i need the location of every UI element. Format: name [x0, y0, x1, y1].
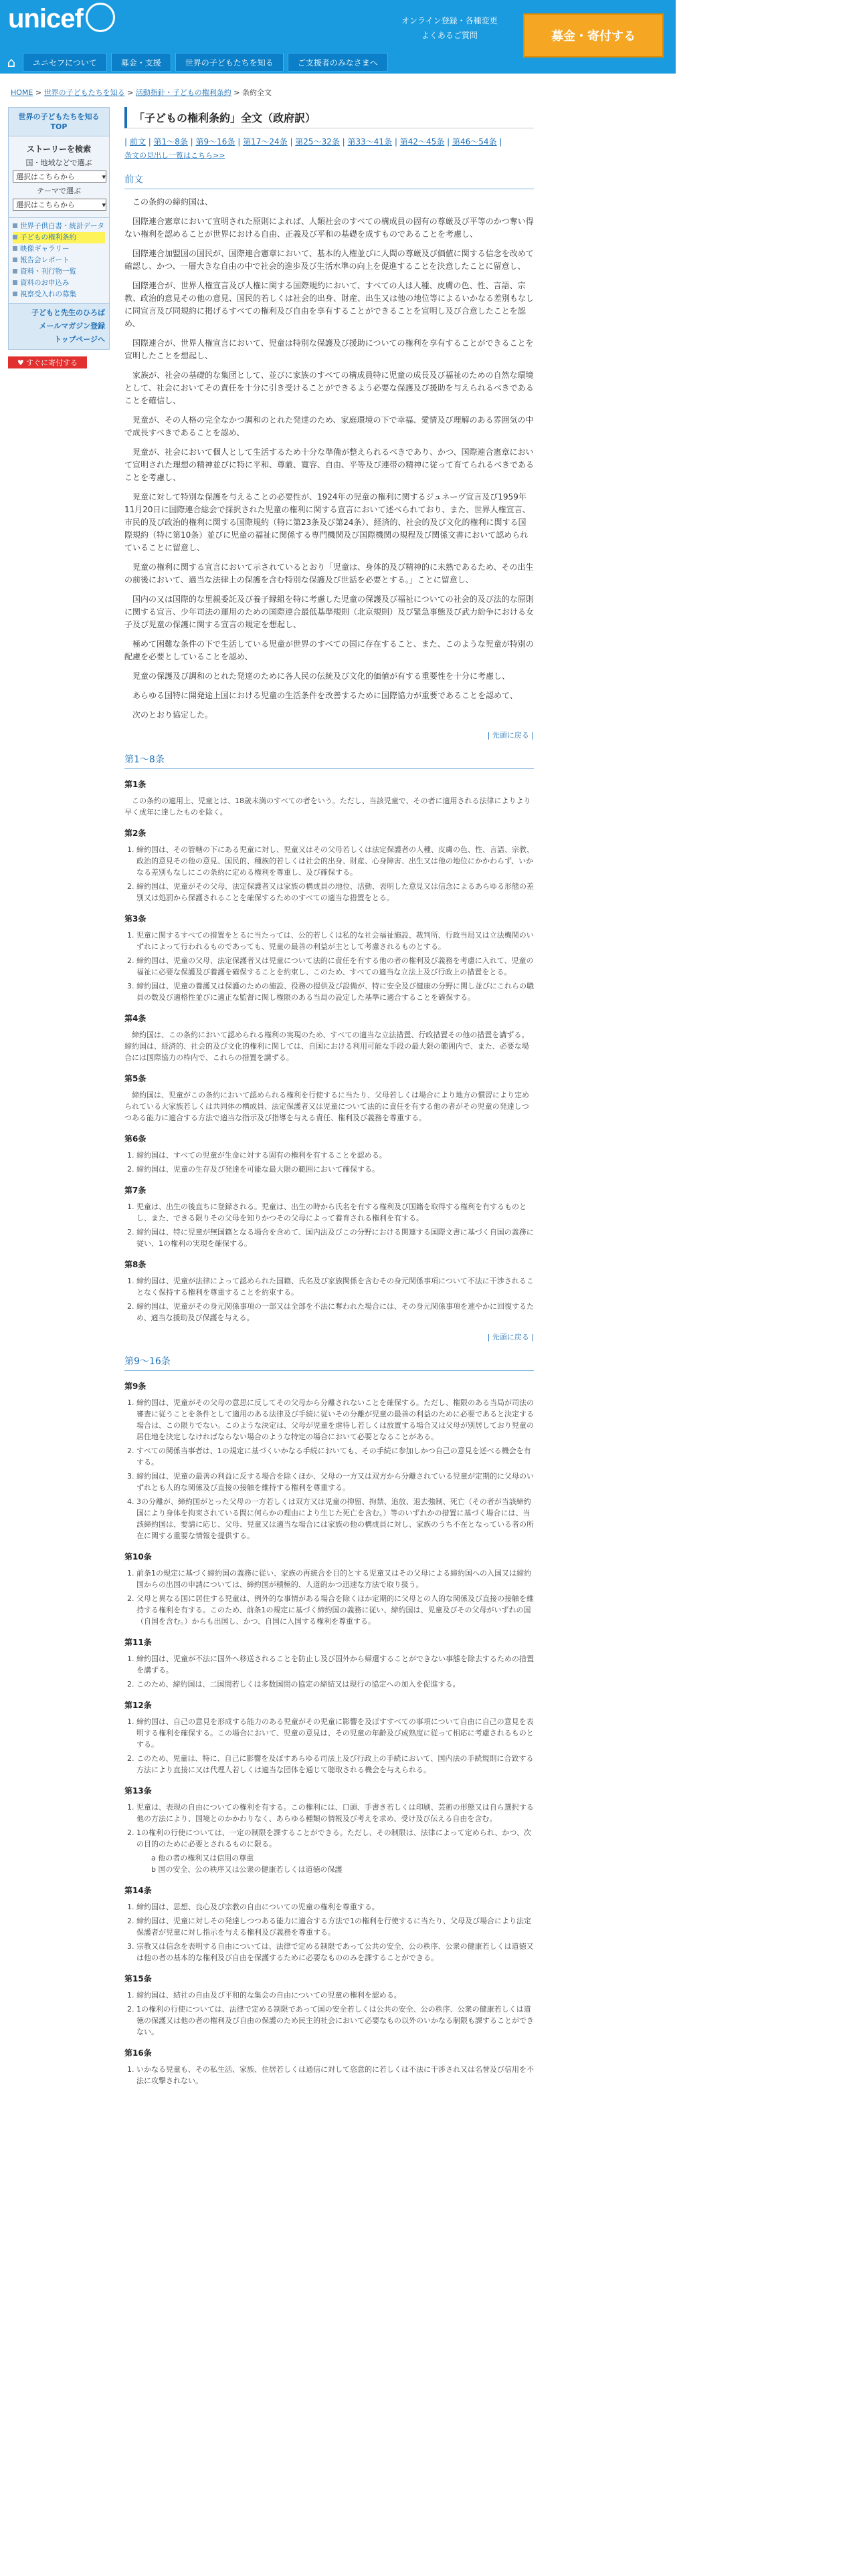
quick-donate-button[interactable]: ♥ すぐに寄付する — [8, 356, 87, 368]
sidebar-item-reports[interactable]: 報告会レポート — [13, 255, 105, 266]
article-clause: 2. 締約国は、児童がその身元関係事項の一部又は全部を不法に奪われた場合には、その身元関係事項を速やかに回復するため、適当な援助及び保護を与える。 — [136, 1301, 534, 1323]
section-heading-1-8: 第1〜8条 — [124, 752, 534, 769]
main-nav — [0, 51, 392, 74]
article-heading: 第5条 — [124, 1074, 147, 1083]
article-clause: 2. 1の権利の行使については、一定の制限を課することができる。ただし、その制限は、法律によって定められ、かつ、次の目的のために必要とされるものに限る。 — [136, 1827, 534, 1850]
article-clauses — [124, 1653, 534, 1690]
square-icon — [13, 292, 17, 296]
article-text: 締約国は、児童がこの条約において認められる権利を行使するに当たり、父母若しくは場合により地方の慣習により定められている大家族若しくは共同体の構成員、法定保護者又は児童について法的に責任を有する他の者がその児童の発達しつつある能力に適合する方法で適当な指示及び指導を与える責任、権利及び義務を尊重する。 — [124, 1091, 529, 1122]
article-text: 締約国は、この条約において認められる権利の実現のため、すべての適当な立法措置、行政措置その他の措置を講ずる。締約国は、経済的、社会的及び文化的権利に関しては、自国における利用可能な手段の最大限の範囲内で、また、必要な場合には国際協力の枠内で、これらの措置を講ずる。 — [124, 1031, 529, 1062]
article-clause: 1. 締約国は、児童が法律によって認められた国籍、氏名及び家族関係を含むその身元関係事項について不法に干渉されることなく保持する権利を尊重することを約束する。 — [136, 1275, 534, 1298]
article-heading: 第11条 — [124, 1638, 152, 1647]
region-label: 国・地域などで選ぶ — [25, 158, 92, 167]
sidebar-item-teachers[interactable]: 子どもと先生のひろば — [31, 308, 105, 317]
article-clause: 3. 宗教又は信念を表明する自由については、法律で定める制限であって公共の安全、公の秩序、公衆の健康若しくは道徳又は他の者の基本的な権利及び自由を保護するために必要なもののみを課することができる。 — [136, 1941, 534, 1963]
chevron-down-icon: ▾ — [102, 172, 106, 181]
section-jump-links: | 前文 | 第1〜8条 | 第9〜16条 | 第17〜24条 | 第25〜32条 | 第33〜41条 | 第42〜45条 | 第46〜54条 | — [124, 137, 502, 146]
top-link-faq[interactable]: よくあるご質問 — [421, 31, 478, 40]
jump-link[interactable]: 第1〜8条 — [153, 137, 188, 146]
preamble-paragraph: 国際連合が、世界人権宣言において、児童は特別な保護及び援助についての権利を享有することができることを宣明したことを想起し、 — [124, 338, 534, 360]
article-clauses — [124, 1150, 534, 1175]
back-to-top-link[interactable]: | 先頭に戻る | — [487, 1333, 534, 1341]
article-clause: 2. 締約国は、児童に対しその発達しつつある能力に適合する方法で1の権利を行使するに当たり、父母及び場合により法定保護者が児童に対し指示を与える権利及び義務を尊重する。 — [136, 1915, 534, 1938]
article-clauses — [124, 844, 534, 903]
article-clauses — [124, 1901, 534, 1963]
site-header — [0, 0, 676, 74]
breadcrumb: HOME > 世界の子どもたちを知る > 活動指針・子どもの権利条約 > 条約全文 — [11, 88, 272, 97]
article-clause: 1. 締約国は、結社の自由及び平和的な集会の自由についての児童の権利を認める。 — [136, 1990, 534, 2001]
article-clauses — [124, 1990, 534, 2038]
sidebar-extra — [8, 304, 110, 350]
article-clauses — [124, 1568, 534, 1627]
article-clause: 3. 締約国は、児童の最善の利益に反する場合を除くほか、父母の一方又は双方から分離されている児童が定期的に父母のいずれとも人的な関係及び直接の接触を維持する権利を尊重する。 — [136, 1471, 534, 1493]
article-clauses — [124, 1802, 534, 1850]
article-clause: 4. 3の分離が、締約国がとった父母の一方若しくは双方又は児童の抑留、拘禁、追放、退去強制、死亡（その者が当該締約国により身体を拘束されている間に何らかの理由により生じた死亡を含む。）等のいずれかの措置に基づく場合には、当該締約国は、要請に応じ、父母、児童又は適当な場合には家族の他の構成員に対し、家族のうち不在となっている者の所在に関する重要な情報を提供する。 — [136, 1496, 534, 1541]
article-subclause: a 他の者の権利又は信用の尊重 — [151, 1854, 254, 1862]
preamble-paragraph: この条約の締約国は、 — [132, 197, 213, 207]
article-index-link[interactable]: 条文の見出し一覧はこちら>> — [124, 151, 225, 160]
article-clause: 1. 児童は、表現の自由についての権利を有する。この権利には、口頭、手書き若しくは印刷、芸術の形態又は自ら選択する他の方法により、国境とのかかわりなく、あらゆる種類の情報及び考えを求め、受け及び伝える自由を含む。 — [136, 1802, 534, 1824]
article-heading: 第3条 — [124, 914, 147, 924]
article-heading: 第12条 — [124, 1701, 152, 1710]
preamble-paragraph: 次のとおり協定した。 — [132, 710, 213, 720]
sidebar-item-crc[interactable]: 子どもの権利条約 — [13, 232, 105, 243]
sidebar-item-top[interactable]: トップページへ — [54, 335, 105, 344]
sidebar-item-newsletter[interactable]: メールマガジン登録 — [39, 322, 105, 330]
article-clause: 2. 父母と異なる国に居住する児童は、例外的な事情がある場合を除くほか定期的に父母との人的な関係及び直接の接触を維持する権利を有する。このため、前条1の規定に基づく締約国の義務に従い、締約国は、児童及びその父母がいずれの国（自国を含む。）からも出国し、かつ、自国に入国する権利を尊重する。 — [136, 1593, 534, 1627]
preamble-paragraph: 家族が、社会の基礎的な集団として、並びに家族のすべての構成員特に児童の成長及び福祉のための自然な環境として、社会においてその責任を十分に引き受けることができるよう必要な保護及び援助を与えられるべきであることを確信し、 — [124, 370, 534, 405]
preamble-paragraph: 国際連合憲章において宣明された原則によれば、人類社会のすべての構成員の固有の尊厳及び平等のかつ奪い得ない権利を認めることが世界における自由、正義及び平和の基礎を成すものであることを考慮し、 — [124, 217, 534, 239]
breadcrumb-current: 条約全文 — [242, 88, 272, 97]
story-search-box — [8, 136, 110, 218]
nav-item-about[interactable]: ユニセフについて — [23, 53, 107, 72]
article-clause: 2. 1の権利の行使については、法律で定める制限であって国の安全若しくは公共の安全、公の秩序、公衆の健康若しくは道徳の保護又は他の者の権利及び自由の保護のため民主的社会において必要なもの以外のいかなる制限も課することができない。 — [136, 2004, 534, 2038]
sidebar-item-request[interactable]: 資料のお申込み — [13, 278, 105, 289]
square-icon — [13, 280, 17, 285]
article-heading: 第1条 — [124, 780, 147, 789]
preamble-heading: 前文 — [124, 173, 534, 189]
preamble-paragraph: 児童に対して特別な保護を与えることの必要性が、1924年の児童の権利に関するジュネーヴ宣言及び1959年11月20日に国際連合総会で採択された児童の権利に関する宣言において述べられており、また、世界人権宣言、市民的及び政治的権利に関する国際規約（特に第23条及び第24条）、経済的、社会的及び文化的権利に関する国際規約（特に第10条）並びに児童の福祉に関係する専門機関及び国際機関の規程及び関係文書において認められていることに留意し、 — [124, 492, 531, 552]
sidebar-item-statistics[interactable]: 世界子供白書・統計データ — [13, 221, 105, 232]
article-clause: 2. このため、児童は、特に、自己に影響を及ぼすあらゆる司法上及び行政上の手続において、国内法の手続規則に合致する方法により直接に又は代理人若しくは適当な団体を通じて聴取される機会を与えられる。 — [136, 1753, 534, 1776]
article-heading: 第15条 — [124, 1974, 152, 1983]
article-clause: 1. いかなる児童も、その私生活、家族、住居若しくは通信に対して恣意的に若しくは不法に干渉され又は名誉及び信用を不法に攻撃されない。 — [136, 2064, 534, 2086]
article-heading: 第16条 — [124, 2048, 152, 2058]
article-clause: 2. 締約国は、特に児童が無国籍となる場合を含めて、国内法及びこの分野における関連する国際文書に基づく自国の義務に従い、1の権利の実現を確保する。 — [136, 1226, 534, 1249]
article-heading: 第14条 — [124, 1886, 152, 1895]
chevron-down-icon: ▾ — [102, 200, 106, 209]
article-clause: 2. 締約国は、児童の父母、法定保護者又は児童について法的に責任を有する他の者の権利及び義務を考慮に入れて、児童の福祉に必要な保護及び養護を確保することを約束し、このため、すべての適当な立法上及び行政上の措置をとる。 — [136, 955, 534, 978]
preamble-paragraph: 極めて困難な条件の下で生活している児童が世界のすべての国に存在すること、また、このような児童が特別の配慮を必要としていることを認め、 — [124, 639, 534, 661]
section-heading-9-16: 第9〜16条 — [124, 1354, 534, 1371]
article-clauses — [124, 1201, 534, 1249]
article-clause: 2. すべての関係当事者は、1の規定に基づくいかなる手続においても、その手続に参加しかつ自己の意見を述べる機会を有する。 — [136, 1445, 534, 1468]
article-clause: 2. このため、締約国は、二国間若しくは多数国間の協定の締結又は現行の協定への加入を促進する。 — [136, 1679, 534, 1690]
sidebar-links — [8, 218, 110, 304]
preamble-paragraph: あらゆる国特に開発途上国における児童の生活条件を改善するために国際協力が重要であることを認めて、 — [132, 691, 518, 700]
article-clause: 2. 締約国は、児童がその父母、法定保護者又は家族の構成員の地位、活動、表明した意見又は信念によるあらゆる形態の差別又は処罰から保護されることを確保するためのすべての適当な措置をとる。 — [136, 881, 534, 903]
unicef-logo[interactable]: unicef — [8, 4, 115, 35]
donate-button[interactable]: 募金・寄付する — [523, 13, 664, 58]
top-link-register[interactable]: オンライン登録・各種変更 — [401, 16, 498, 25]
jump-link[interactable]: 第17〜24条 — [243, 137, 288, 146]
page-title: 「子どもの権利条約」全文（政府訳） — [124, 107, 534, 128]
article-heading: 第2条 — [124, 829, 147, 838]
nav-item-support[interactable]: 募金・支援 — [111, 53, 171, 72]
article-heading: 第13条 — [124, 1786, 152, 1796]
sidebar-item-visit[interactable]: 視察受入れの募集 — [13, 289, 105, 300]
articles-1-8 — [124, 778, 534, 1323]
square-icon — [13, 235, 17, 239]
preamble-paragraph: 国際連合加盟国の国民が、国際連合憲章において、基本的人権並びに人間の尊厳及び価値に関する信念を改めて確認し、かつ、一層大きな自由の中で社会的進歩及び生活水準の向上を促進することを決意したことに留意し、 — [124, 249, 534, 271]
article-clause: 1. 締約国は、自己の意見を形成する能力のある児童がその児童に影響を及ぼすすべての事項について自由に自己の意見を表明する権利を確保する。この場合において、児童の意見は、その児童の年齢及び成熟度に従って相応に考慮されるものとする。 — [136, 1716, 534, 1750]
nav-item-children[interactable]: 世界の子どもたちを知る — [175, 53, 284, 72]
preamble-paragraph: 児童が、社会において個人として生活するため十分な準備が整えられるべきであり、かつ、国際連合憲章において宣明された理想の精神並びに特に平和、尊厳、寛容、自由、平等及び連帯の精神に従って育てられるべきであることを考慮し、 — [124, 447, 535, 482]
main-content — [124, 107, 534, 2089]
preamble-paragraph: 国際連合が、世界人権宣言及び人権に関する国際規約において、すべての人は人種、皮膚の色、性、言語、宗教、政治的意見その他の意見、国民的若しくは社会的出身、財産、出生又は他の地位等によるいかなる差別もなしに同宣言及び同規約に掲げるすべての権利及び自由を享有することができることを宣明し及び合意したことを認め、 — [124, 281, 535, 328]
article-clause: 1. 児童に関するすべての措置をとるに当たっては、公的若しくは私的な社会福祉施設、裁判所、行政当局又は立法機関のいずれによって行われるものであっても、児童の最善の利益が主として考慮されるものとする。 — [136, 930, 534, 952]
preamble-paragraph: 児童が、その人格の完全なかつ調和のとれた発達のため、家庭環境の下で幸福、愛情及び理解のある雰囲気の中で成長すべきであることを認め、 — [124, 415, 534, 437]
breadcrumb-home[interactable]: HOME — [11, 88, 33, 97]
jump-link[interactable]: 第25〜32条 — [295, 137, 340, 146]
article-clauses — [124, 1716, 534, 1776]
jump-link[interactable]: 第33〜41条 — [347, 137, 393, 146]
square-icon — [13, 269, 17, 274]
preamble-body — [124, 196, 534, 722]
article-text: この条約の適用上、児童とは、18歳未満のすべての者をいう。ただし、当該児童で、その者に適用される法律によりより早く成年に達したものを除く。 — [124, 796, 531, 817]
article-clause: 1. 締約国は、すべての児童が生命に対する固有の権利を有することを認める。 — [136, 1150, 534, 1161]
preamble-paragraph: 児童の権利に関する宣言において示されているとおり「児童は、身体的及び精神的に未熟であるため、その出生の前後において、適当な法律上の保護を含む特別な保護及び世話を必要とする。」ことに留意し、 — [124, 562, 534, 584]
jump-link[interactable]: 第46〜54条 — [452, 137, 497, 146]
article-clause: 1. 締約国は、その管轄の下にある児童に対し、児童又はその父母若しくは法定保護者の人種、皮膚の色、性、言語、宗教、政治的意見その他の意見、国民的、種族的若しくは社会的出身、財産、心身障害、出生又は他の地位にかかわらず、いかなる差別もなしにこの条約に定める権利を尊重し、及び確保する。 — [136, 844, 534, 878]
breadcrumb-policy[interactable]: 活動指針・子どもの権利条約 — [135, 88, 231, 97]
article-clauses — [124, 930, 534, 1003]
jump-link[interactable]: 第9〜16条 — [195, 137, 235, 146]
breadcrumb-children[interactable]: 世界の子どもたちを知る — [43, 88, 125, 97]
sidebar-item-publications[interactable]: 資料・刊行物一覧 — [13, 266, 105, 278]
preamble-paragraph: 児童の保護及び調和のとれた発達のために各人民の伝統及び文化的価値が有する重要性を十分に考慮し、 — [132, 671, 510, 681]
article-clause: 1. 締約国は、思想、良心及び宗教の自由についての児童の権利を尊重する。 — [136, 1901, 534, 1913]
square-icon — [13, 223, 17, 228]
square-icon — [13, 246, 17, 251]
article-heading: 第7条 — [124, 1186, 147, 1195]
back-to-top-link[interactable]: | 先頭に戻る | — [487, 731, 534, 740]
article-subclause: b 国の安全、公の秩序又は公衆の健康若しくは道徳の保護 — [151, 1865, 343, 1874]
sidebar — [8, 107, 110, 368]
article-heading: 第9条 — [124, 1382, 147, 1391]
jump-link[interactable]: 前文 — [129, 137, 146, 146]
article-clause: 1. 締約国は、児童がその父母の意思に反してその父母から分離されないことを確保する。ただし、権限のある当局が司法の審査に従うことを条件として適用のある法律及び手続に従いその分離が児童の最善の利益のために必要であると決定する場合は、この限りでない。このような決定は、父母が児童を虐待し若しくは放置する場合又は父母が別居しており児童の居住地を決定しなければならない場合のような特定の場合において必要となることがある。 — [136, 1397, 534, 1442]
globe-icon — [86, 3, 115, 32]
article-heading: 第8条 — [124, 1260, 147, 1269]
jump-link[interactable]: 第42〜45条 — [399, 137, 445, 146]
top-links — [401, 13, 498, 43]
region-select[interactable]: 選択はこちらから ▾ — [13, 171, 106, 183]
theme-label: テーマで選ぶ — [37, 187, 81, 195]
article-clause: 3. 締約国は、児童の養護又は保護のための施設、役務の提供及び設備が、特に安全及び健康の分野に関し並びにこれらの職員の数及び適格性並びに適正な監督に関し権限のある当局の設定した基準に適合することを確保する。 — [136, 980, 534, 1003]
article-clause: 1. 前条1の規定に基づく締約国の義務に従い、家族の再統合を目的とする児童又はその父母による締約国への入国又は締約国からの出国の申請については、締約国が積極的、人道的かつ迅速な方法で取り扱う。 — [136, 1568, 534, 1590]
article-clause: 1. 児童は、出生の後直ちに登録される。児童は、出生の時から氏名を有する権利及び国籍を取得する権利を有するものとし、また、できる限りその父母を知りかつその父母によって養育される権利を有する。 — [136, 1201, 534, 1224]
article-heading: 第4条 — [124, 1014, 147, 1023]
sidebar-title[interactable]: 世界の子どもたちを知る TOP — [8, 107, 110, 136]
nav-item-supporters[interactable]: ご支援者のみなさまへ — [288, 53, 388, 72]
article-clause: 1. 締約国は、児童が不法に国外へ移送されることを防止し及び国外から帰還することができない事態を除去するための措置を講ずる。 — [136, 1653, 534, 1676]
article-clauses — [124, 1275, 534, 1323]
article-clauses — [124, 2064, 534, 2086]
square-icon — [13, 257, 17, 262]
article-heading: 第10条 — [124, 1552, 152, 1562]
article-clause: 2. 締約国は、児童の生存及び発達を可能な最大限の範囲において確保する。 — [136, 1164, 534, 1175]
article-clauses — [124, 1397, 534, 1541]
theme-select[interactable]: 選択はこちらから ▾ — [13, 199, 106, 211]
home-icon[interactable]: ⌂ — [7, 54, 16, 70]
story-search-heading: ストーリーを検索 — [26, 144, 91, 154]
article-heading: 第6条 — [124, 1134, 147, 1144]
preamble-paragraph: 国内の又は国際的な里親委託及び養子縁組を特に考慮した児童の保護及び福祉についての社会的及び法的な原則に関する宣言、少年司法の運用のための国際連合最低基準規則（北京規則）及び緊急事態及び武力紛争における女子及び児童の保護に関する宣言の規定を想起し、 — [124, 595, 535, 629]
sidebar-item-video[interactable]: 映像ギャラリー — [13, 243, 105, 255]
articles-9-16 — [124, 1380, 534, 2086]
